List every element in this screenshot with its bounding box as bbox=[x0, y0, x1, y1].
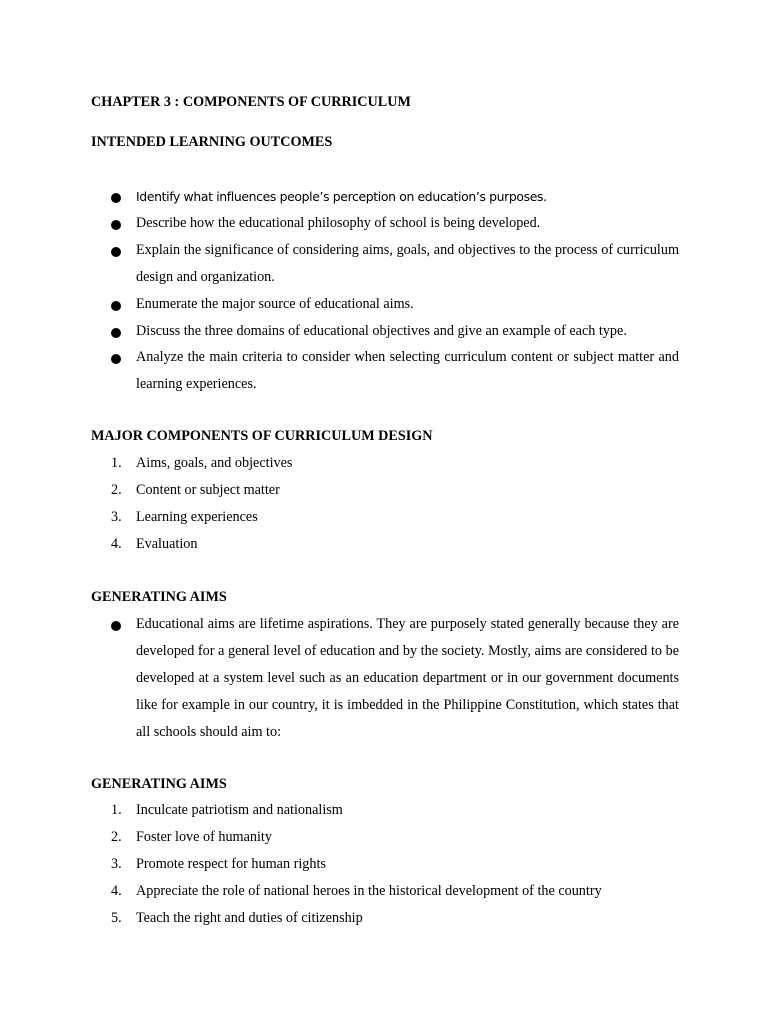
list-number: 2. bbox=[111, 829, 122, 845]
bullet-icon bbox=[111, 220, 121, 230]
list-number: 1. bbox=[111, 455, 122, 471]
bullet-icon bbox=[111, 354, 121, 364]
bullet-icon bbox=[111, 301, 121, 311]
list-number: 4. bbox=[111, 883, 122, 899]
chapter-title: CHAPTER 3 : COMPONENTS OF CURRICULUM bbox=[91, 94, 411, 110]
list-item bbox=[111, 454, 292, 472]
list-item bbox=[111, 508, 258, 526]
components-heading: MAJOR COMPONENTS OF CURRICULUM DESIGN bbox=[91, 428, 433, 444]
bullet-icon bbox=[111, 193, 121, 203]
outcomes-heading: INTENDED LEARNING OUTCOMES bbox=[91, 134, 333, 150]
list-number: 4. bbox=[111, 536, 122, 552]
outcome-text: Describe how the educational philosophy of school is being developed. bbox=[136, 215, 541, 231]
list-text: Learning experiences bbox=[136, 509, 258, 525]
list-item bbox=[111, 828, 272, 846]
list-text: Aims, goals, and objectives bbox=[136, 455, 293, 471]
list-number: 2. bbox=[111, 482, 122, 498]
aims-paragraph: Educational aims are lifetime aspirations. They are purposely stated generally because they are developed for a general level of education and by the society. Mostly, aims are considered to be developed at a system level such as an education department or in our government documents like for example in our country, it is imbedded in the Philippine Constitution, which states that all schools should aim to: bbox=[136, 616, 679, 740]
list-item bbox=[111, 481, 280, 499]
bullet-icon bbox=[111, 621, 121, 631]
generating-aims-list-heading: GENERATING AIMS bbox=[91, 776, 227, 792]
outcome-text: Discuss the three domains of educational objectives and give an example of each type. bbox=[136, 323, 627, 339]
outcome-text: Explain the significance of considering aims, goals, and objectives to the process of curriculum design and organization. bbox=[136, 242, 679, 285]
list-item bbox=[111, 909, 363, 927]
list-item bbox=[111, 855, 326, 873]
list-number: 3. bbox=[111, 509, 122, 525]
list-text: Teach the right and duties of citizenship bbox=[136, 910, 363, 926]
bullet-icon bbox=[111, 328, 121, 338]
list-number: 1. bbox=[111, 802, 122, 818]
outcome-text: Identify what influences people’s perception on education’s purposes. bbox=[136, 189, 547, 204]
generating-aims-heading: GENERATING AIMS bbox=[91, 589, 227, 605]
list-text: Promote respect for human rights bbox=[136, 856, 326, 872]
list-item bbox=[111, 801, 343, 819]
list-text: Foster love of humanity bbox=[136, 829, 272, 845]
outcome-text: Analyze the main criteria to consider when selecting curriculum content or subject matter and learning experiences. bbox=[136, 349, 679, 392]
list-number: 5. bbox=[111, 910, 122, 926]
list-text: Evaluation bbox=[136, 536, 198, 552]
bullet-icon bbox=[111, 247, 121, 257]
list-number: 3. bbox=[111, 856, 122, 872]
list-text: Appreciate the role of national heroes in the historical development of the country bbox=[136, 883, 602, 899]
outcome-text: Enumerate the major source of educational aims. bbox=[136, 296, 414, 312]
list-text: Inculcate patriotism and nationalism bbox=[136, 802, 343, 818]
list-text: Content or subject matter bbox=[136, 482, 280, 498]
list-item bbox=[111, 882, 602, 900]
list-item bbox=[111, 535, 197, 553]
